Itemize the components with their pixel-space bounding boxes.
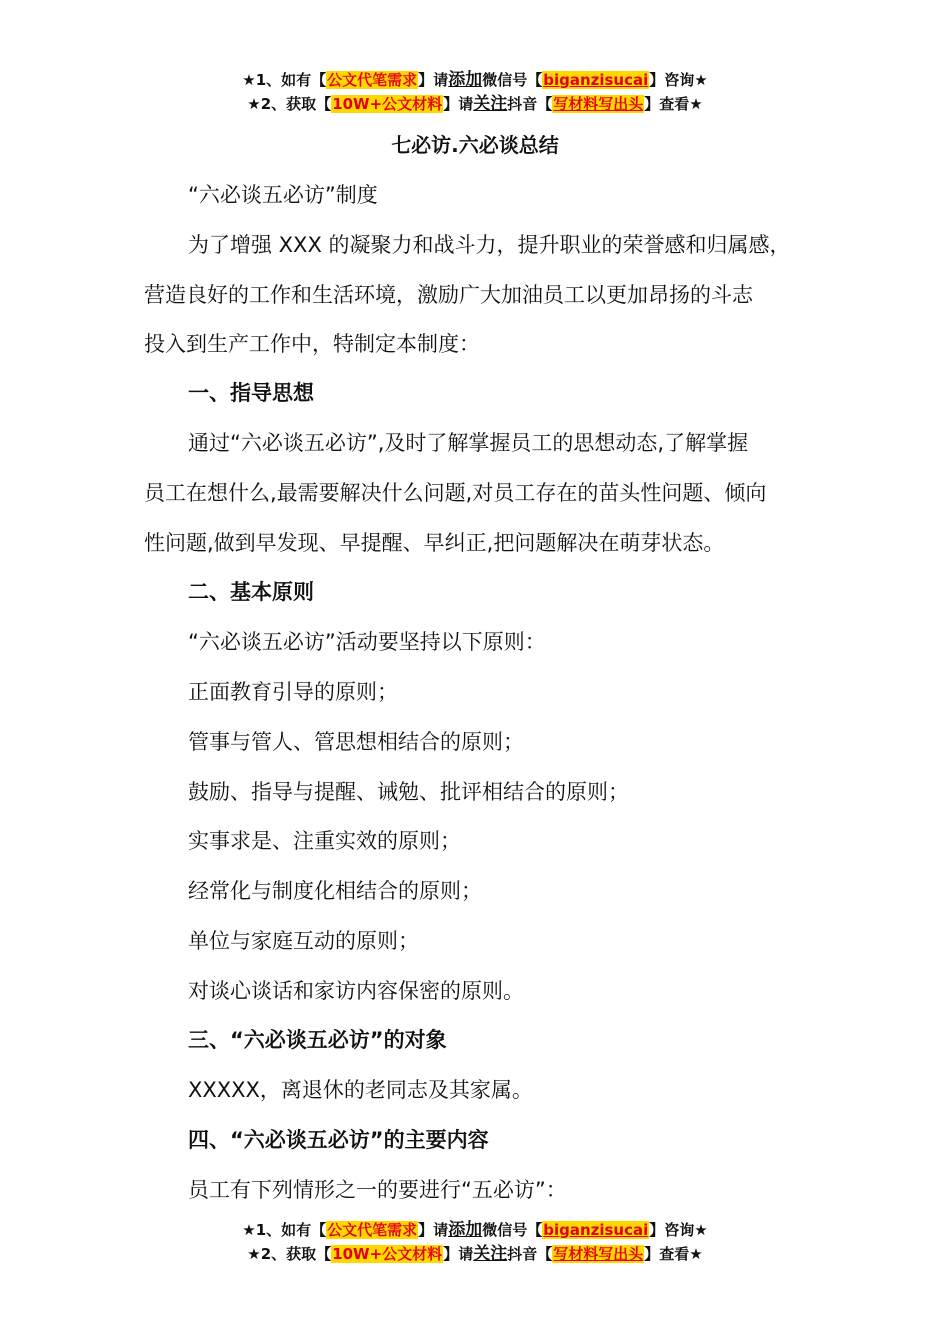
promo-douyin-id: 写材料写出头: [553, 1245, 644, 1263]
section-heading: 四、“六必谈五必访”的主要内容: [188, 1128, 489, 1152]
document-title: 七必访.六必谈总结: [391, 133, 559, 157]
promo-line-2: [0, 92, 950, 116]
promo-text: 抖音【: [507, 1245, 553, 1263]
promo-text: 】查看★: [644, 1245, 703, 1263]
promo-text: ★1、如有【: [242, 71, 327, 89]
promo-wechat-id: biganzisucai: [543, 71, 649, 89]
list-item: 管事与管人、管思想相结合的原则；: [188, 730, 524, 754]
list-item: 单位与家庭互动的原则；: [188, 929, 419, 953]
promo-text: 】请: [443, 1245, 474, 1263]
promo-text: ★2、获取【: [247, 1245, 332, 1263]
promo-text: 】咨询★: [649, 1221, 708, 1239]
list-item: 鼓励、指导与提醒、诫勉、批评相结合的原则；: [188, 780, 629, 804]
promo-highlight: 公文代笔需求: [327, 71, 418, 89]
promo-text: ★2、获取【: [247, 95, 332, 113]
promo-text: 】请: [443, 95, 474, 113]
list-item: 正面教育引导的原则；: [188, 680, 398, 704]
section-heading: 二、基本原则: [188, 580, 314, 604]
section-heading: 三、“六必谈五必访”的对象: [188, 1028, 447, 1052]
promo-text: 】咨询★: [649, 71, 708, 89]
subtitle: “六必谈五必访”制度: [188, 183, 378, 207]
promo-banner-bottom: [0, 1218, 950, 1266]
promo-emphasis: 关注: [473, 1244, 508, 1264]
list-item: 实事求是、注重实效的原则；: [188, 829, 461, 853]
promo-highlight: 10W+公文材料: [332, 1245, 443, 1263]
paragraph-line: 员工有下列情形之一的要进行“五必访”：: [188, 1178, 567, 1202]
paragraph-line: 营造良好的工作和生活环境，激励广大加油员工以更加昂扬的斗志: [144, 283, 753, 307]
promo-emphasis: 添加: [448, 1220, 483, 1240]
paragraph-line: 员工在想什么,最需要解决什么问题,对员工存在的苗头性问题、倾向: [144, 481, 767, 505]
paragraph-line: 投入到生产工作中，特制定本制度：: [144, 332, 480, 356]
promo-text: ★1、如有【: [242, 1221, 327, 1239]
promo-text: 微信号【: [482, 1221, 543, 1239]
paragraph-line: “六必谈五必访”活动要坚持以下原则：: [188, 630, 546, 654]
paragraph-line: 为了增强 XXX 的凝聚力和战斗力，提升职业的荣誉感和归属感，: [188, 233, 791, 257]
promo-douyin-id: 写材料写出头: [553, 95, 644, 113]
promo-emphasis: 添加: [448, 70, 483, 90]
paragraph-line: 通过“六必谈五必访”,及时了解掌握员工的思想动态,了解掌握: [188, 431, 749, 455]
promo-line-1: [0, 1218, 950, 1242]
list-item: 对谈心谈话和家访内容保密的原则。: [188, 979, 524, 1003]
promo-text: 】查看★: [644, 95, 703, 113]
section-heading: 一、指导思想: [188, 381, 314, 405]
promo-highlight: 10W+公文材料: [332, 95, 443, 113]
promo-emphasis: 关注: [473, 94, 508, 114]
paragraph-line: XXXXX，离退休的老同志及其家属。: [188, 1078, 533, 1102]
promo-text: 】请: [418, 71, 449, 89]
promo-line-2: [0, 1242, 950, 1266]
promo-line-1: [0, 68, 950, 92]
promo-wechat-id: biganzisucai: [543, 1221, 649, 1239]
promo-highlight: 公文代笔需求: [327, 1221, 418, 1239]
promo-text: 抖音【: [507, 95, 553, 113]
promo-text: 】请: [418, 1221, 449, 1239]
promo-banner-top: [0, 68, 950, 116]
promo-text: 微信号【: [482, 71, 543, 89]
paragraph-line: 性问题,做到早发现、早提醒、早纠正,把问题解决在萌芽状态。: [144, 531, 725, 555]
list-item: 经常化与制度化相结合的原则；: [188, 879, 482, 903]
